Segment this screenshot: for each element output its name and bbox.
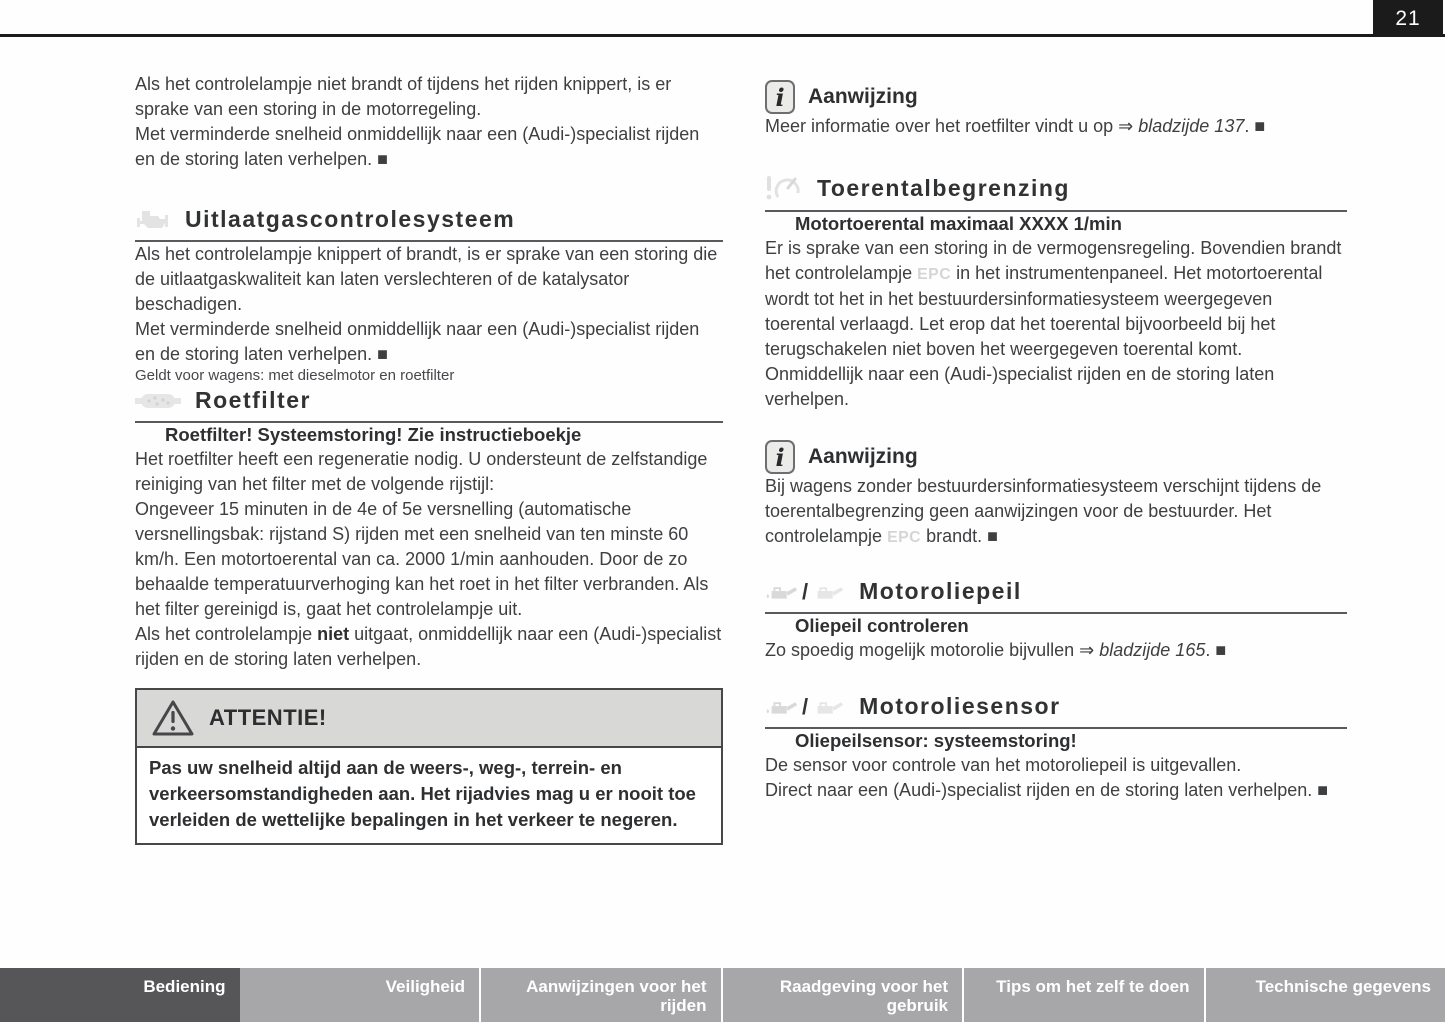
attention-header xyxy=(137,690,721,748)
footer-nav xyxy=(0,968,1445,1022)
paragraph: Als het controlelampje niet uitgaat, onmiddellijk naar een (Audi-)specialist rijden en de storing laten verhelpen. xyxy=(135,624,722,669)
header-rule xyxy=(0,34,1445,37)
section-header-roetfilter xyxy=(135,387,723,423)
page-reference: bladzijde 165 xyxy=(1099,640,1206,660)
attention-box xyxy=(135,688,723,845)
paragraph: De sensor voor controle van het motoroliepeil is uitgevallen. xyxy=(765,755,1242,775)
left-column xyxy=(135,72,723,845)
paragraph: Er is sprake van een storing in de vermogensregeling. Bovendien brandt het controlelampje EPC in het instrumentenpaneel. Het motortoerental wordt tot het in het bestuurdersinformatiesysteem weergegeven toerental verlaagd. Let erop dat het toerental bijvoorbeeld bij het terugschakelen niet boven het weergegeven toerental komt. xyxy=(765,238,1342,359)
attention-text: Pas uw snelheid altijd aan de weers-, weg-, terrein- en verkeersomstandigheden aan. Het rijadvies mag u er nooit toe verleiden de wettelijke bepalingen in het verkeer te negeren. xyxy=(137,748,721,843)
section-header-oil-sensor xyxy=(765,693,1347,729)
slash-separator: / xyxy=(802,578,809,604)
info-icon: i xyxy=(765,440,795,474)
footer-tab-aanwijzingen[interactable]: Aanwijzingen voor het rijden xyxy=(479,968,721,1022)
page-reference: bladzijde 137 xyxy=(1138,116,1245,136)
section-header-exhaust xyxy=(135,206,723,242)
paragraph: Direct naar een (Audi-)specialist rijden en de storing laten verhelpen. ■ xyxy=(765,780,1329,800)
section-header-oil-level xyxy=(765,578,1347,614)
note-header xyxy=(765,440,1347,474)
display-message: Roetfilter! Systeemstoring! Zie instructieboekje xyxy=(165,424,582,445)
section-title: Motoroliepeil xyxy=(859,578,1022,604)
page-number-badge xyxy=(1373,0,1443,37)
paragraph: Met verminderde snelheid onmiddellijk naar een (Audi-)specialist rijden en de storing laten verhelpen. ■ xyxy=(135,124,700,169)
engine-warning-icon xyxy=(135,209,171,231)
attention-title: ATTENTIE! xyxy=(209,705,327,730)
oil-can-icons xyxy=(765,694,845,720)
slash-separator: / xyxy=(802,693,809,719)
footer-tab-bediening[interactable]: Bediening xyxy=(0,968,240,1022)
note-header xyxy=(765,80,1347,114)
rev-limit-icon xyxy=(765,173,803,203)
applies-note: Geldt voor wagens: met dieselmotor en roetfilter xyxy=(135,367,455,384)
footer-tab-veiligheid[interactable]: Veiligheid xyxy=(240,968,480,1022)
display-message: Motortoerental maximaal XXXX 1/min xyxy=(795,213,1122,234)
paragraph: Het roetfilter heeft een regeneratie nodig. U ondersteunt de zelfstandige reiniging van het filter met de volgende rijstijl: xyxy=(135,449,708,494)
display-message: Oliepeilsensor: systeemstoring! xyxy=(795,730,1077,751)
oil-can-icon xyxy=(765,582,799,602)
footer-tab-technisch[interactable]: Technische gegevens xyxy=(1204,968,1445,1022)
display-message: Oliepeil controleren xyxy=(795,615,969,636)
epc-indicator: EPC xyxy=(887,529,922,546)
emphasis-text: niet xyxy=(317,624,350,644)
epc-indicator: EPC xyxy=(917,266,952,283)
paragraph: Ongeveer 15 minuten in de 4e of 5e versnelling (automatische versnellingsbak: rijstand S) rijden met een snelheid van ten minste 60 km/h. Een motortoerental van ca. 2000 1/min aanhouden. Door de zo behaalde temperatuurverhoging kan het roet in het filter verbranden. Als het filter gereinigd is, gaat het controlelampje uit. xyxy=(135,499,709,619)
paragraph: Onmiddellijk naar een (Audi-)specialist rijden en de storing laten verhelpen. xyxy=(765,364,1275,409)
paragraph: Zo spoedig mogelijk motorolie bijvullen ⇒ bladzijde 165. ■ xyxy=(765,640,1227,660)
note-title: Aanwijzing xyxy=(808,85,918,108)
info-icon: i xyxy=(765,80,795,114)
footer-tab-tips[interactable]: Tips om het zelf te doen xyxy=(962,968,1204,1022)
paragraph: Als het controlelampje knippert of brandt, is er sprake van een storing die de uitlaatgaskwaliteit kan laten verslechteren of de katalysator beschadigen. xyxy=(135,244,718,314)
page-number: 21 xyxy=(1395,6,1421,30)
section-title: Toerentalbegrenzing xyxy=(817,174,1070,201)
warning-triangle-icon xyxy=(151,699,195,737)
section-title: Roetfilter xyxy=(195,387,311,413)
footer-tab-raadgeving[interactable]: Raadgeving voor het gebruik xyxy=(721,968,963,1022)
paragraph: Als het controlelampje niet brandt of tijdens het rijden knippert, is er sprake van een storing in de motorregeling. xyxy=(135,74,672,119)
oil-can-icon xyxy=(811,582,845,602)
paragraph: Met verminderde snelheid onmiddellijk naar een (Audi-)specialist rijden en de storing laten verhelpen. ■ xyxy=(135,319,700,364)
paragraph: Meer informatie over het roetfilter vindt u op ⇒ bladzijde 137. ■ xyxy=(765,116,1266,136)
right-column xyxy=(765,72,1347,803)
section-title: Uitlaatgascontrolesysteem xyxy=(185,206,516,232)
oil-can-icon xyxy=(765,697,799,717)
section-title: Motoroliesensor xyxy=(859,693,1061,719)
particulate-filter-icon xyxy=(135,392,181,410)
paragraph: Bij wagens zonder bestuurdersinformatiesysteem verschijnt tijdens de toerentalbegrenzing geen aanwijzingen voor de bestuurder. Het controlelampje EPC brandt. ■ xyxy=(765,476,1322,546)
oil-can-icon xyxy=(811,697,845,717)
oil-can-icons xyxy=(765,579,845,605)
section-header-rpm-limit xyxy=(765,173,1347,212)
note-title: Aanwijzing xyxy=(808,445,918,468)
